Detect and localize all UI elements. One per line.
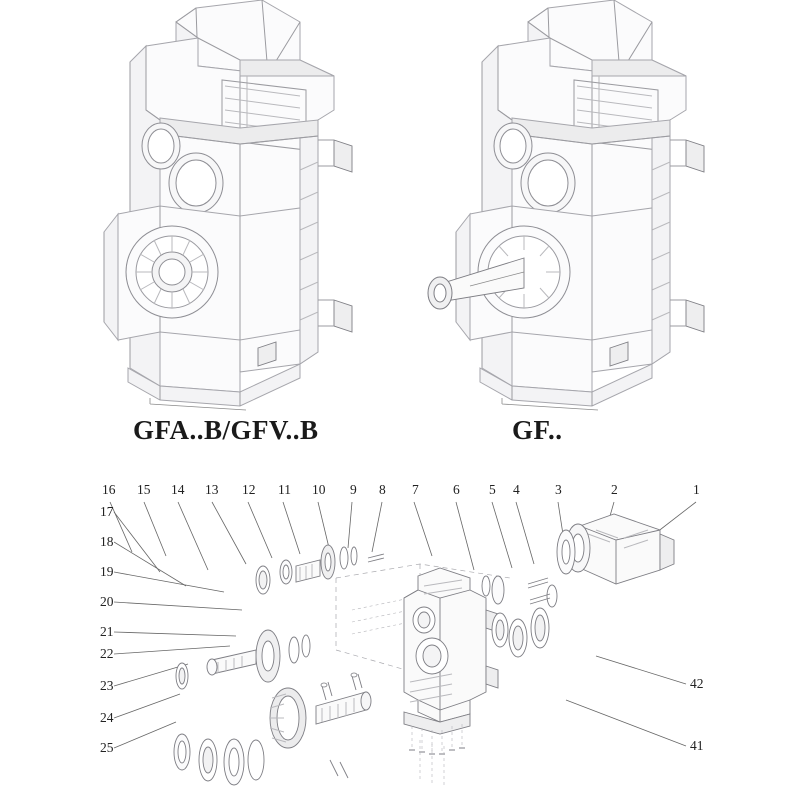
callout-9: 9 (350, 482, 357, 497)
callout-41: 41 (690, 738, 704, 753)
callout-14: 14 (171, 482, 185, 497)
callout-4: 4 (513, 482, 520, 497)
gearbox-view-right (428, 0, 704, 410)
callout-21: 21 (100, 624, 114, 639)
leader-lines-left (114, 512, 242, 748)
parts-left-upper (256, 545, 384, 594)
housing-center (404, 568, 498, 754)
callout-19: 19 (100, 564, 114, 579)
callout-1: 1 (693, 482, 700, 497)
caption-left: GFA..B/GFV..B (133, 415, 319, 445)
parts-left-lower (174, 673, 371, 785)
leader-lines-right (566, 656, 686, 746)
callout-22: 22 (100, 646, 114, 661)
gearbox-view-left (104, 0, 352, 410)
exploded-view-svg (0, 460, 800, 800)
callout-12: 12 (242, 482, 256, 497)
parts-left-middle (176, 630, 310, 689)
callout-10: 10 (312, 482, 326, 497)
callout-25: 25 (100, 740, 114, 755)
parts-bottom-edge (330, 740, 444, 786)
callout-16: 16 (102, 482, 116, 497)
motor-assembly-right (557, 514, 674, 584)
callout-15: 15 (137, 482, 151, 497)
caption-right: GF.. (512, 415, 563, 445)
callout-7: 7 (412, 482, 419, 497)
callout-6: 6 (453, 482, 460, 497)
callout-8: 8 (379, 482, 386, 497)
callout-20: 20 (100, 594, 114, 609)
callout-18: 18 (100, 534, 114, 549)
callout-23: 23 (100, 678, 114, 693)
callout-2: 2 (611, 482, 618, 497)
callout-42: 42 (690, 676, 704, 691)
callout-5: 5 (489, 482, 496, 497)
callout-24: 24 (100, 710, 114, 725)
callout-13: 13 (205, 482, 219, 497)
callout-11: 11 (278, 482, 291, 497)
callout-3: 3 (555, 482, 562, 497)
callout-17: 17 (100, 504, 114, 519)
exploded-view (0, 460, 800, 800)
